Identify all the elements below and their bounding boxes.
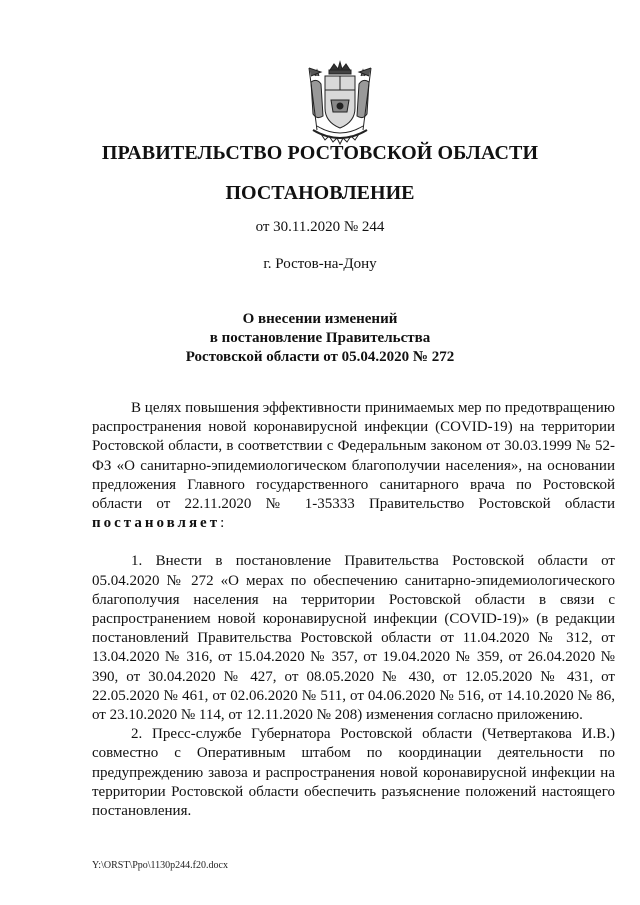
- document-body: [92, 399, 615, 821]
- document-type-title: ПОСТАНОВЛЕНИЕ: [225, 182, 415, 204]
- intro-end: :: [220, 515, 225, 532]
- coat-of-arms-icon: [303, 60, 377, 148]
- subject-line-3: Ростовской области от 05.04.2020 № 272: [185, 349, 455, 365]
- intro-keyword: постановляет: [92, 515, 221, 532]
- city-line: г. Ростов-на-Дону: [263, 256, 377, 272]
- date-and-number: от 30.11.2020 № 244: [255, 219, 385, 235]
- government-title: ПРАВИТЕЛЬСТВО РОСТОВСКОЙ ОБЛАСТИ: [101, 142, 539, 164]
- document-subject: [0, 310, 640, 367]
- intro-text: В целях повышения эффективности принимаемых мер по предотвращению распространения новой коронавирусной инфекции (COVID-19) на территории Ростовской области, в соответствии с Федеральным законом от 30.03.1999 № 52-ФЗ «О санитарно-эпидемиологическом благополучии населения», на основании предложения Главного государственного санитарного врача по Ростовской области от 22.11.2020 № 1-35333 Правительство Ростовской области: [92, 400, 615, 513]
- item-2-paragraph: 2. Пресс-службе Губернатора Ростовской области (Четвертакова И.В.) совместно с Оперативным штабом по координации деятельности по предупреждению завоза и распространения новой коронавирусной инфекции на территории Ростовской области обеспечить разъяснение положений настоящего постановления.: [92, 726, 615, 820]
- file-path-footer: Y:\ORST\Ppo\1130p244.f20.docx: [92, 860, 228, 871]
- subject-line-2: в постановление Правительства: [209, 330, 431, 346]
- intro-paragraph: [92, 399, 615, 533]
- subject-line-1: О внесении изменений: [242, 311, 398, 327]
- item-1-paragraph: 1. Внести в постановление Правительства Ростовской области от 05.04.2020 № 272 «О мерах по обеспечению санитарно-эпидемиологического благополучия населения на территории Ростовской области в связи с распространением новой коронавирусной инфекции (COVID-19)» (в редакции постановлений Правительства Ростовской области от 11.04.2020 № 312, от 13.04.2020 № 316, от 15.04.2020 № 357, от 19.04.2020 № 359, от 26.04.2020 № 390, от 30.04.2020 № 427, от 08.05.2020 № 430, от 12.05.2020 № 431, от 22.05.2020 № 461, от 02.06.2020 № 511, от 04.06.2020 № 516, от 14.10.2020 № 86, от 23.10.2020 № 114, от 12.11.2020 № 208) изменения согласно приложению.: [92, 553, 615, 724]
